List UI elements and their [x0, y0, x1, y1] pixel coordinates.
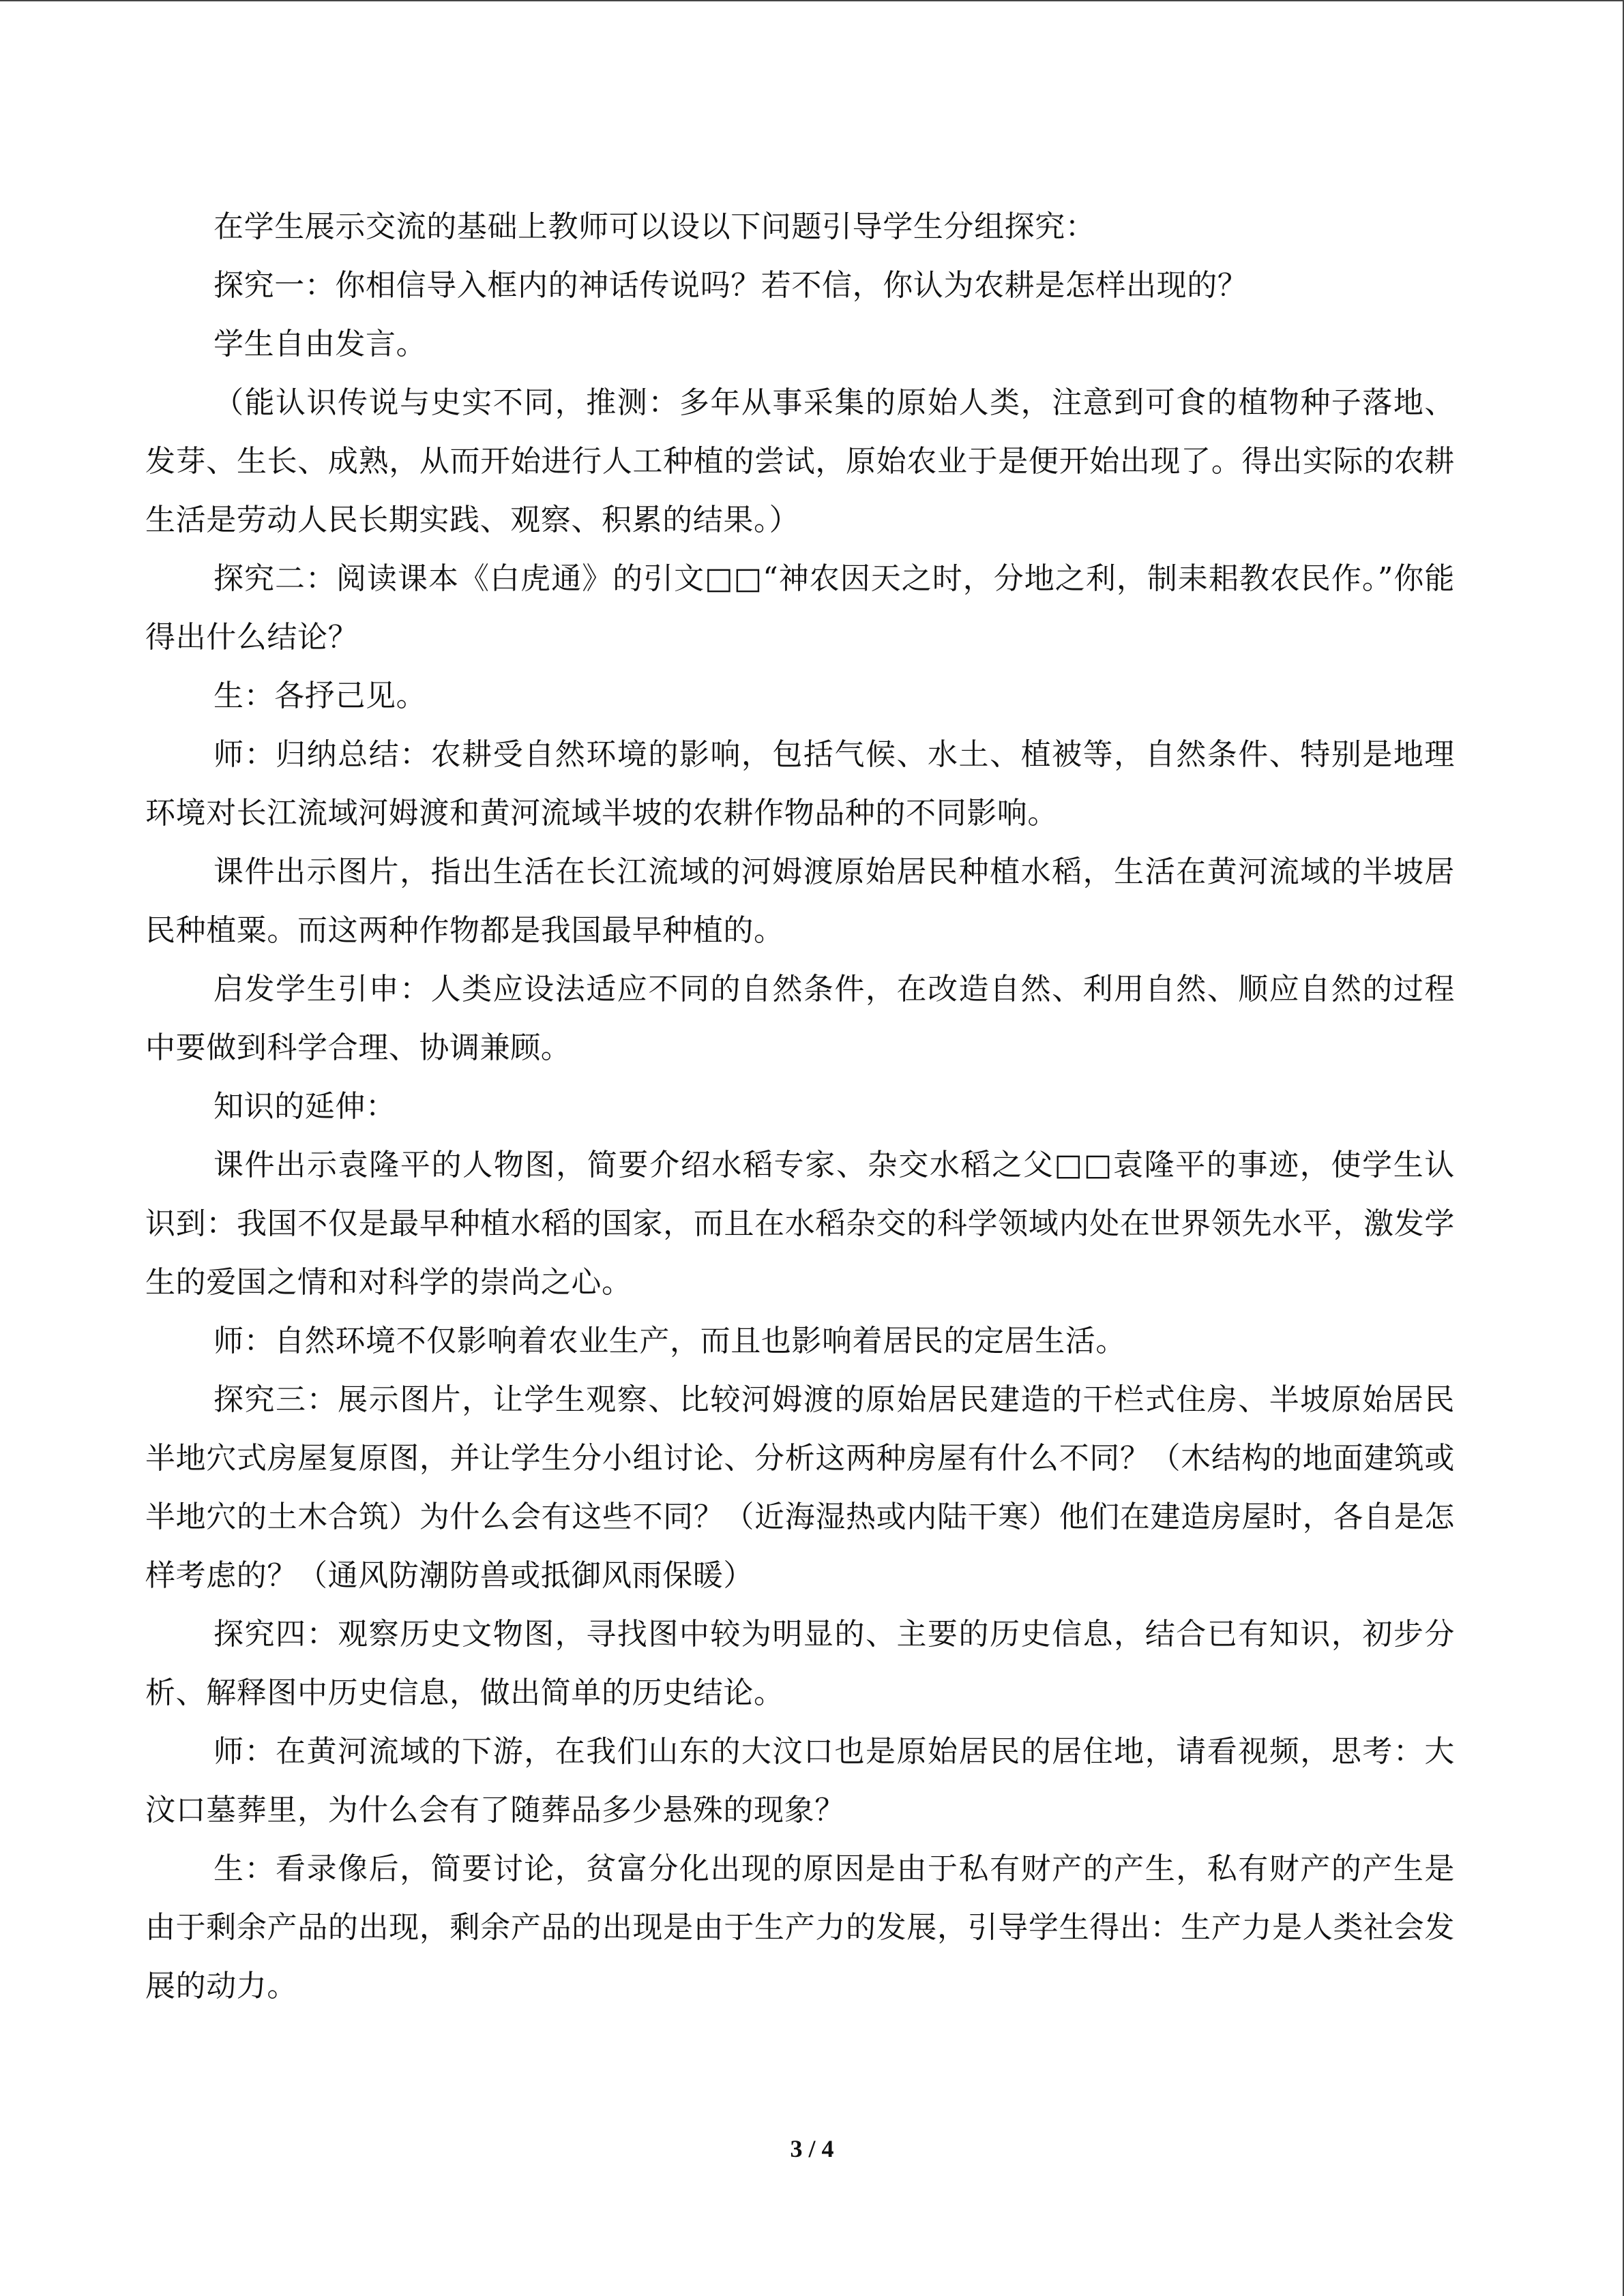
paragraph: （能认识传说与史实不同，推测：多年从事采集的原始人类，注意到可食的植物种子落地、发芽、生长、成熟，从而开始进行人工种植的尝试，原始农业于是便开始出现了。得出实际的农耕生活是劳动人民长期实践、观察、积累的结果。）	[145, 385, 1455, 537]
page-number: 3 / 4	[790, 2135, 834, 2162]
paragraph: 课件出示图片，指出生活在长江流域的河姆渡原始居民种植水稻，生活在黄河流域的半坡居民种植粟。而这两种作物都是我国最早种植的。	[145, 854, 1455, 948]
paragraph: 探究二：阅读课本《白虎通》的引文□□“神农因天之时，分地之利，制耒耜教农民作。”你能得出什么结论？	[145, 561, 1455, 655]
document-body	[145, 198, 1455, 2016]
paragraph: 探究一：你相信导入框内的神话传说吗？若不信，你认为农耕是怎样出现的？	[213, 268, 1248, 303]
paragraph: 师：在黄河流域的下游，在我们山东的大汶口也是原始居民的居住地，请看视频，思考：大汶口墓葬里，为什么会有了随葬品多少悬殊的现象？	[145, 1734, 1455, 1828]
paragraph: 师：自然环境不仅影响着农业生产，而且也影响着居民的定居生活。	[213, 1324, 1126, 1358]
paragraph: 生：看录像后，简要讨论，贫富分化出现的原因是由于私有财产的产生，私有财产的产生是由于剩余产品的出现，剩余产品的出现是由于生产力的发展，引导学生得出：生产力是人类社会发展的动力。	[145, 1851, 1455, 2003]
paragraph: 学生自由发言。	[213, 327, 427, 361]
paragraph: 启发学生引申：人类应设法适应不同的自然条件，在改造自然、利用自然、顺应自然的过程中要做到科学合理、协调兼顾。	[145, 972, 1455, 1065]
paragraph: 师：归纳总结：农耕受自然环境的影响，包括气候、水土、植被等，自然条件、特别是地理环境对长江流域河姆渡和黄河流域半坡的农耕作物品种的不同影响。	[145, 737, 1455, 831]
paragraph: 探究四：观察历史文物图，寻找图中较为明显的、主要的历史信息，结合已有知识，初步分析、解释图中历史信息，做出简单的历史结论。	[145, 1617, 1455, 1710]
paragraph: 探究三：展示图片，让学生观察、比较河姆渡的原始居民建造的干栏式住房、半坡原始居民半地穴式房屋复原图，并让学生分小组讨论、分析这两种房屋有什么不同？（木结构的地面建筑或半地穴的土木合筑）为什么会有这些不同？（近海湿热或内陆干寒）他们在建造房屋时，各自是怎样考虑的？（通风防潮防兽或抵御风雨保暖）	[145, 1382, 1455, 1593]
paragraph: 生：各抒己见。	[213, 679, 427, 713]
paragraph: 课件出示袁隆平的人物图，简要介绍水稻专家、杂交水稻之父□□袁隆平的事迹，使学生认识到：我国不仅是最早种植水稻的国家，而且在水稻杂交的科学领域内处在世界领先水平，激发学生的爱国之情和对科学的崇尚之心。	[145, 1148, 1455, 1300]
paragraph: 在学生展示交流的基础上教师可以设以下问题引导学生分组探究：	[213, 209, 1096, 244]
paragraph: 知识的延伸：	[213, 1089, 396, 1124]
